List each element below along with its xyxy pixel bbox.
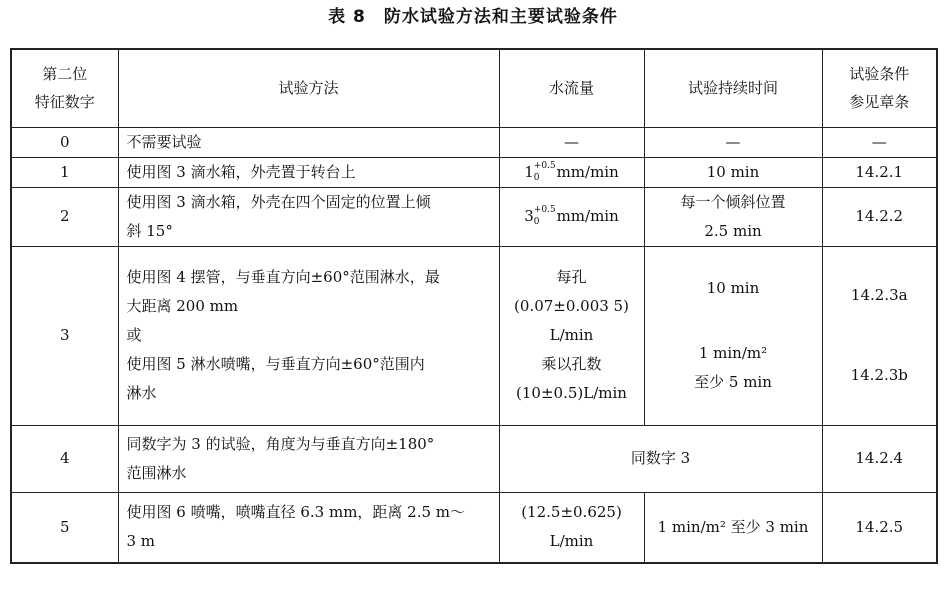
flow-tolerance-upper: +0.5 xyxy=(533,205,556,215)
table-row xyxy=(11,127,937,157)
duration-cell: 10 min xyxy=(644,157,822,187)
duration-cell xyxy=(644,246,822,425)
header-duration: 试验持续时间 xyxy=(644,49,822,127)
method-line: 3 m xyxy=(126,532,156,551)
table-row xyxy=(11,425,937,492)
flow-tolerance-upper: +0.5 xyxy=(533,160,556,171)
flow-line: 每孔 xyxy=(556,268,587,286)
flow-cell xyxy=(499,187,644,246)
flow-tolerance-lower: 0 xyxy=(533,172,540,183)
flow-unit: mm/min xyxy=(556,162,619,181)
ref-b: 14.2.3b xyxy=(850,366,908,384)
flow-unit: mm/min xyxy=(556,207,619,225)
table-row xyxy=(11,246,937,425)
digit-cell: 3 xyxy=(11,246,118,425)
flow-line: L/min xyxy=(549,326,594,344)
table-row xyxy=(11,492,937,563)
method-cell xyxy=(118,425,499,492)
method-line: 范围淋水 xyxy=(126,463,187,482)
method-line: 使用图 4 摆管，与垂直方向±60°范围淋水，最 xyxy=(126,268,440,286)
flow-line: (12.5±0.625) xyxy=(521,503,622,522)
flow-tolerance-lower: 0 xyxy=(533,217,540,227)
digit-cell: 5 xyxy=(11,492,118,563)
flow-cell: — xyxy=(499,127,644,157)
test-conditions-table xyxy=(10,48,938,564)
method-cell xyxy=(118,187,499,246)
duration-cell: — xyxy=(644,127,822,157)
method-cell: 使用图 3 滴水箱，外壳置于转台上 xyxy=(118,157,499,187)
header-digit xyxy=(11,49,118,127)
method-cell: 不需要试验 xyxy=(118,127,499,157)
header-ref xyxy=(822,49,937,127)
header-digit-line1: 第二位 xyxy=(42,65,88,84)
flow-base: 1 xyxy=(524,162,534,181)
method-line: 或 xyxy=(126,326,142,344)
digit-cell: 4 xyxy=(11,425,118,492)
table-row xyxy=(11,187,937,246)
method-line: 同数字为 3 的试验，角度为与垂直方向±180° xyxy=(126,434,435,453)
header-method: 试验方法 xyxy=(118,49,499,127)
duration-b-line: 至少 5 min xyxy=(694,373,772,392)
flow-line: 乘以孔数 xyxy=(541,355,602,373)
duration-line: 2.5 min xyxy=(704,221,762,240)
duration-b-line: 1 min/m² xyxy=(698,344,768,363)
method-line: 使用图 3 滴水箱，外壳在四个固定的位置上倾 xyxy=(126,192,431,211)
digit-cell: 0 xyxy=(11,127,118,157)
flow-line: L/min xyxy=(549,532,594,551)
flow-cell xyxy=(499,246,644,425)
duration-cell: 1 min/m² 至少 3 min xyxy=(644,492,822,563)
method-line: 使用图 6 喷嘴，喷嘴直径 6.3 mm，距离 2.5 m～ xyxy=(126,503,466,522)
flow-line: (0.07±0.003 5) xyxy=(514,297,629,315)
method-cell xyxy=(118,246,499,425)
table-title: 表 8 防水试验方法和主要试验条件 xyxy=(328,7,618,27)
ref-cell: 14.2.1 xyxy=(822,157,937,187)
header-row xyxy=(11,49,937,127)
flow-cell xyxy=(499,492,644,563)
ref-cell xyxy=(822,246,937,425)
flow-tolerance xyxy=(533,205,556,227)
ref-cell: 14.2.2 xyxy=(822,187,937,246)
flow-base: 3 xyxy=(524,207,534,225)
flow-tolerance xyxy=(533,160,556,183)
ref-a: 14.2.3a xyxy=(850,286,908,304)
header-ref-line1: 试验条件 xyxy=(849,65,910,84)
flow-cell xyxy=(499,157,644,187)
flow-line: (10±0.5)L/min xyxy=(516,384,627,402)
method-line: 使用图 5 淋水喷嘴，与垂直方向±60°范围内 xyxy=(126,355,425,373)
flow-duration-cell: 同数字 3 xyxy=(499,425,822,492)
duration-cell xyxy=(644,187,822,246)
table-row xyxy=(11,157,937,187)
method-line: 大距离 200 mm xyxy=(126,297,239,315)
ref-cell: — xyxy=(822,127,937,157)
duration-a: 10 min xyxy=(706,278,760,297)
header-ref-line2: 参见章条 xyxy=(849,93,910,112)
ref-cell: 14.2.5 xyxy=(822,492,937,563)
header-digit-line2: 特征数字 xyxy=(34,93,95,112)
ref-cell: 14.2.4 xyxy=(822,425,937,492)
duration-line: 每一个倾斜位置 xyxy=(680,192,786,211)
header-flow: 水流量 xyxy=(499,49,644,127)
method-cell xyxy=(118,492,499,563)
digit-cell: 1 xyxy=(11,157,118,187)
method-line: 斜 15° xyxy=(126,221,173,240)
digit-cell: 2 xyxy=(11,187,118,246)
method-line: 淋水 xyxy=(126,384,157,402)
